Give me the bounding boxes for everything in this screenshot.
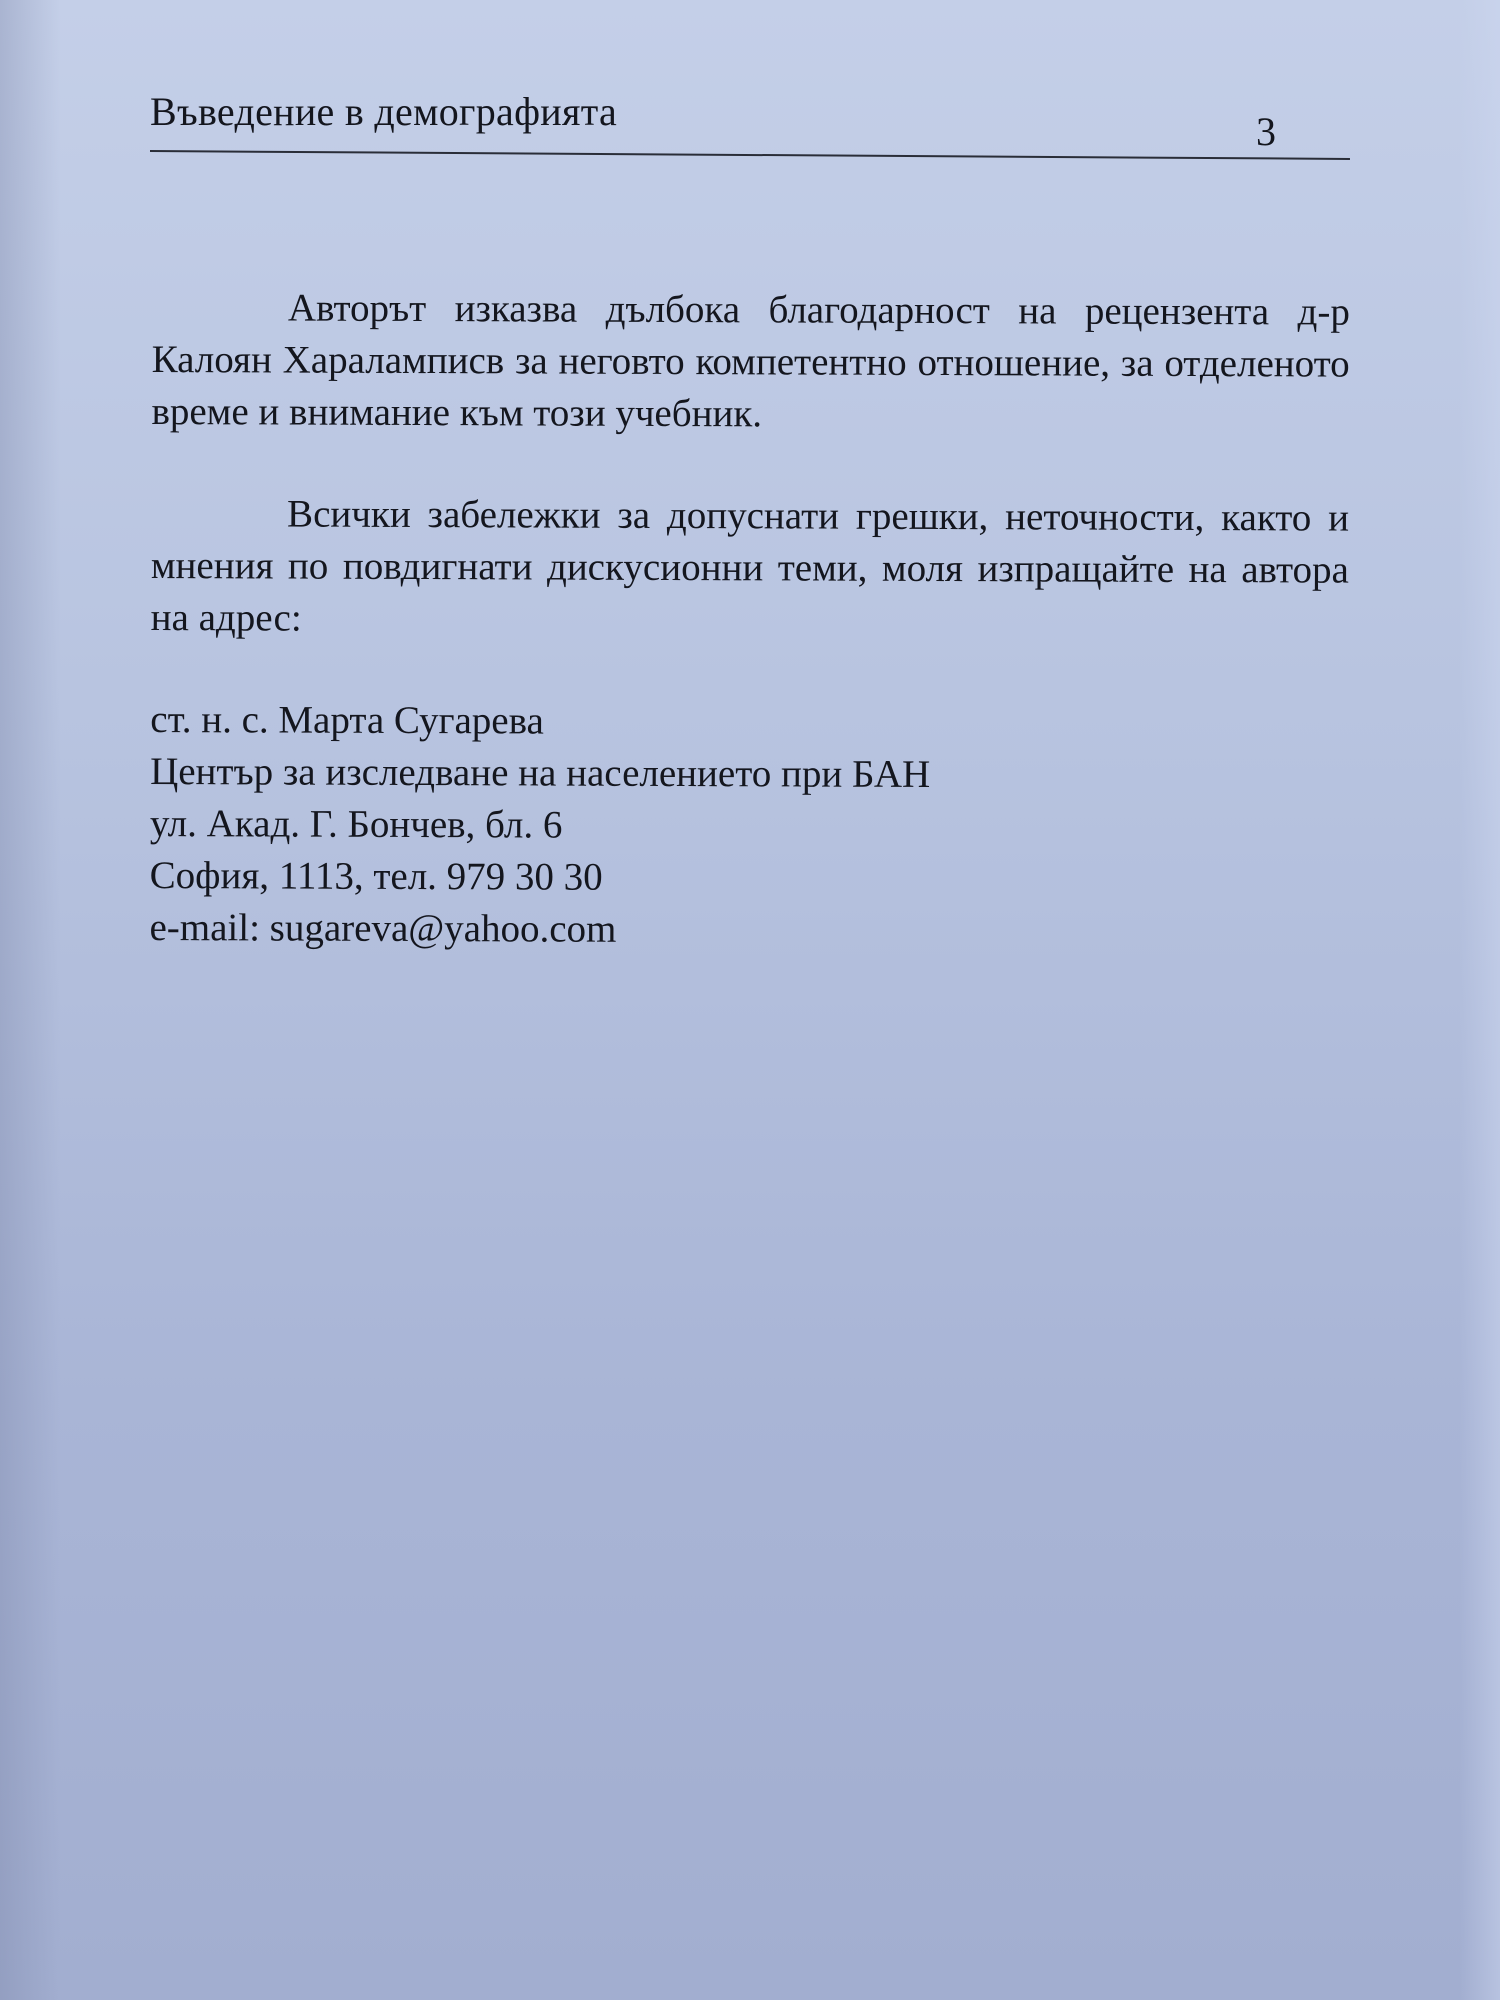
author-address <box>149 694 1348 959</box>
page-number: 3 <box>1256 109 1276 154</box>
address-email: e-mail: sugareva@yahoo.com <box>149 905 617 951</box>
page-shadow-left <box>0 0 60 2000</box>
address-street: ул. Акад. Г. Бончев, бл. 6 <box>149 801 563 847</box>
address-institution: Център за изследване на населението при БАН <box>150 749 931 796</box>
header-rule <box>150 150 1350 160</box>
address-city-phone: София, 1113, тел. 979 30 30 <box>149 853 603 899</box>
running-header-title: Въведение в демографията <box>150 89 618 134</box>
feedback-paragraph: Всички забележки за допуснати грешки, неточности, както и мнения по повдигнати дискусионни теми, моля изпращайте на автора на адрес: <box>150 492 1350 640</box>
acknowledgement-paragraph: Авторът изказва дълбока благодарност на рецензента д-р Калоян Хараламписв за неговто компетентно отношение, за отделеното време и внимание към този учебник. <box>151 286 1350 436</box>
page-body <box>149 282 1350 959</box>
address-name: ст. н. с. Марта Сугарева <box>150 697 544 743</box>
page-highlight-right <box>1460 0 1500 2000</box>
